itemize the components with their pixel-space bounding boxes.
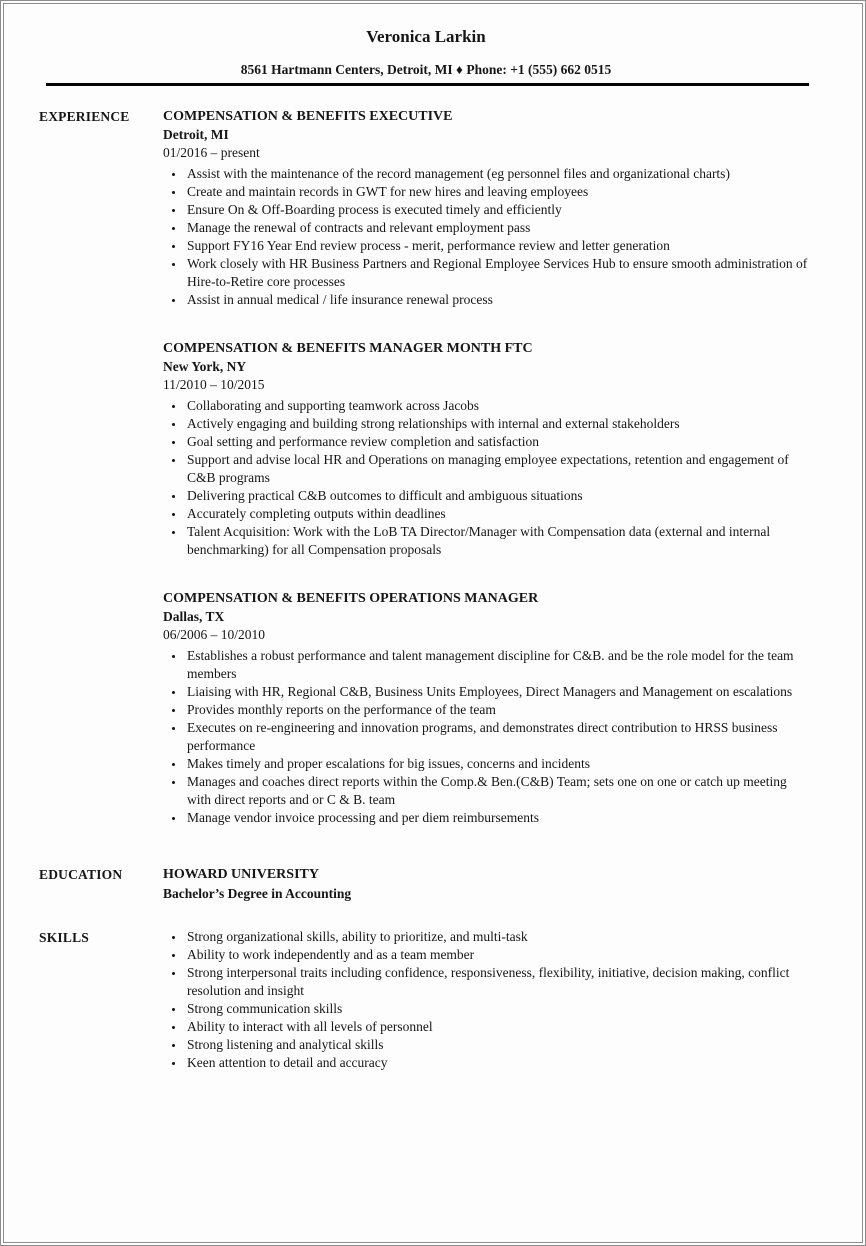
- job-title: COMPENSATION & BENEFITS EXECUTIVE: [163, 109, 453, 124]
- experience-section: [39, 107, 813, 827]
- bullet-item: • Ability to interact with all levels of personnel: [185, 1018, 813, 1036]
- bullet-item: • Accurately completing outputs within deadlines: [185, 505, 813, 523]
- job-dates: 11/2010 – 10/2015: [163, 377, 265, 392]
- bullet-item: • Assist with the maintenance of the record management (eg personnel files and organizational charts): [185, 165, 813, 183]
- bullet-item: • Actively engaging and building strong relationships with internal and external stakeholders: [185, 415, 813, 433]
- skills-content: [163, 928, 813, 1072]
- bullet-item: • Work closely with HR Business Partners and Regional Employee Services Hub to ensure smooth administration of Hire-to-Retire core processes: [185, 255, 813, 291]
- contact-line: 8561 Hartmann Centers, Detroit, MI ♦ Phone: +1 (555) 662 0515: [240, 62, 612, 77]
- bullet-item: • Keen attention to detail and accuracy: [185, 1054, 813, 1072]
- bullet-item: • Goal setting and performance review completion and satisfaction: [185, 433, 813, 451]
- job-entry: [163, 107, 813, 309]
- education-school: HOWARD UNIVERSITY: [163, 867, 319, 882]
- bullet-item: • Executes on re-engineering and innovation programs, and demonstrates direct contribution to HRSS business performance: [185, 719, 813, 755]
- bullet-item: • Delivering practical C&B outcomes to difficult and ambiguous situations: [185, 487, 813, 505]
- job-entry: [163, 589, 813, 827]
- person-name: Veronica Larkin: [366, 27, 486, 46]
- job-location: New York, NY: [163, 359, 247, 374]
- bullet-item: • Assist in annual medical / life insurance renewal process: [185, 291, 813, 309]
- job-dates: 06/2006 – 10/2010: [163, 627, 266, 642]
- bullet-item: • Strong organizational skills, ability to prioritize, and multi-task: [185, 928, 813, 946]
- resume-header: [39, 26, 813, 86]
- experience-label: EXPERIENCE: [39, 109, 130, 124]
- education-content: [163, 865, 813, 903]
- bullet-item: • Manage vendor invoice processing and per diem reimbursements: [185, 809, 813, 827]
- bullet-item: • Talent Acquisition: Work with the LoB TA Director/Manager with Compensation data (external and internal benchmarking) for all Compensation proposals: [185, 523, 813, 559]
- bullet-item: • Ensure On & Off-Boarding process is executed timely and efficiently: [185, 201, 813, 219]
- bullet-item: • Manages and coaches direct reports within the Comp.& Ben.(C&B) Team; sets one on one or catch up meeting with direct reports and or C & B. team: [185, 773, 813, 809]
- bullet-item: • Liaising with HR, Regional C&B, Business Units Employees, Direct Managers and Management on escalations: [185, 683, 813, 701]
- resume-content: [1, 1, 865, 1072]
- job-title: COMPENSATION & BENEFITS MANAGER MONTH FTC: [163, 341, 533, 356]
- education-section: [39, 865, 813, 903]
- job-bullet-list: [163, 647, 813, 827]
- job-entry: [163, 339, 813, 559]
- header-divider: [46, 83, 809, 86]
- skills-bullet-list: [163, 928, 813, 1072]
- job-location: Dallas, TX: [163, 609, 225, 624]
- education-degree: Bachelor’s Degree in Accounting: [163, 886, 352, 901]
- experience-content: [163, 107, 813, 827]
- bullet-item: • Establishes a robust performance and talent management discipline for C&B. and be the role model for the team members: [185, 647, 813, 683]
- skills-label: SKILLS: [39, 930, 89, 945]
- bullet-item: • Support FY16 Year End review process - merit, performance review and letter generation: [185, 237, 813, 255]
- bullet-item: • Strong listening and analytical skills: [185, 1036, 813, 1054]
- bullet-item: • Provides monthly reports on the performance of the team: [185, 701, 813, 719]
- bullet-item: • Create and maintain records in GWT for new hires and leaving employees: [185, 183, 813, 201]
- bullet-item: • Makes timely and proper escalations for big issues, concerns and incidents: [185, 755, 813, 773]
- bullet-item: • Ability to work independently and as a team member: [185, 946, 813, 964]
- job-title: COMPENSATION & BENEFITS OPERATIONS MANAGER: [163, 591, 539, 606]
- bullet-item: • Collaborating and supporting teamwork across Jacobs: [185, 397, 813, 415]
- job-bullet-list: [163, 397, 813, 559]
- job-dates: 01/2016 – present: [163, 145, 260, 160]
- job-location: Detroit, MI: [163, 127, 229, 142]
- bullet-item: • Strong interpersonal traits including confidence, responsiveness, flexibility, initiative, decision making, conflict resolution and insight: [185, 964, 813, 1000]
- skills-section: [39, 928, 813, 1072]
- bullet-item: • Support and advise local HR and Operations on managing employee expectations, retention and engagement of C&B programs: [185, 451, 813, 487]
- job-bullet-list: [163, 165, 813, 309]
- education-label: EDUCATION: [39, 867, 123, 882]
- bullet-item: • Strong communication skills: [185, 1000, 813, 1018]
- bullet-item: • Manage the renewal of contracts and relevant employment pass: [185, 219, 813, 237]
